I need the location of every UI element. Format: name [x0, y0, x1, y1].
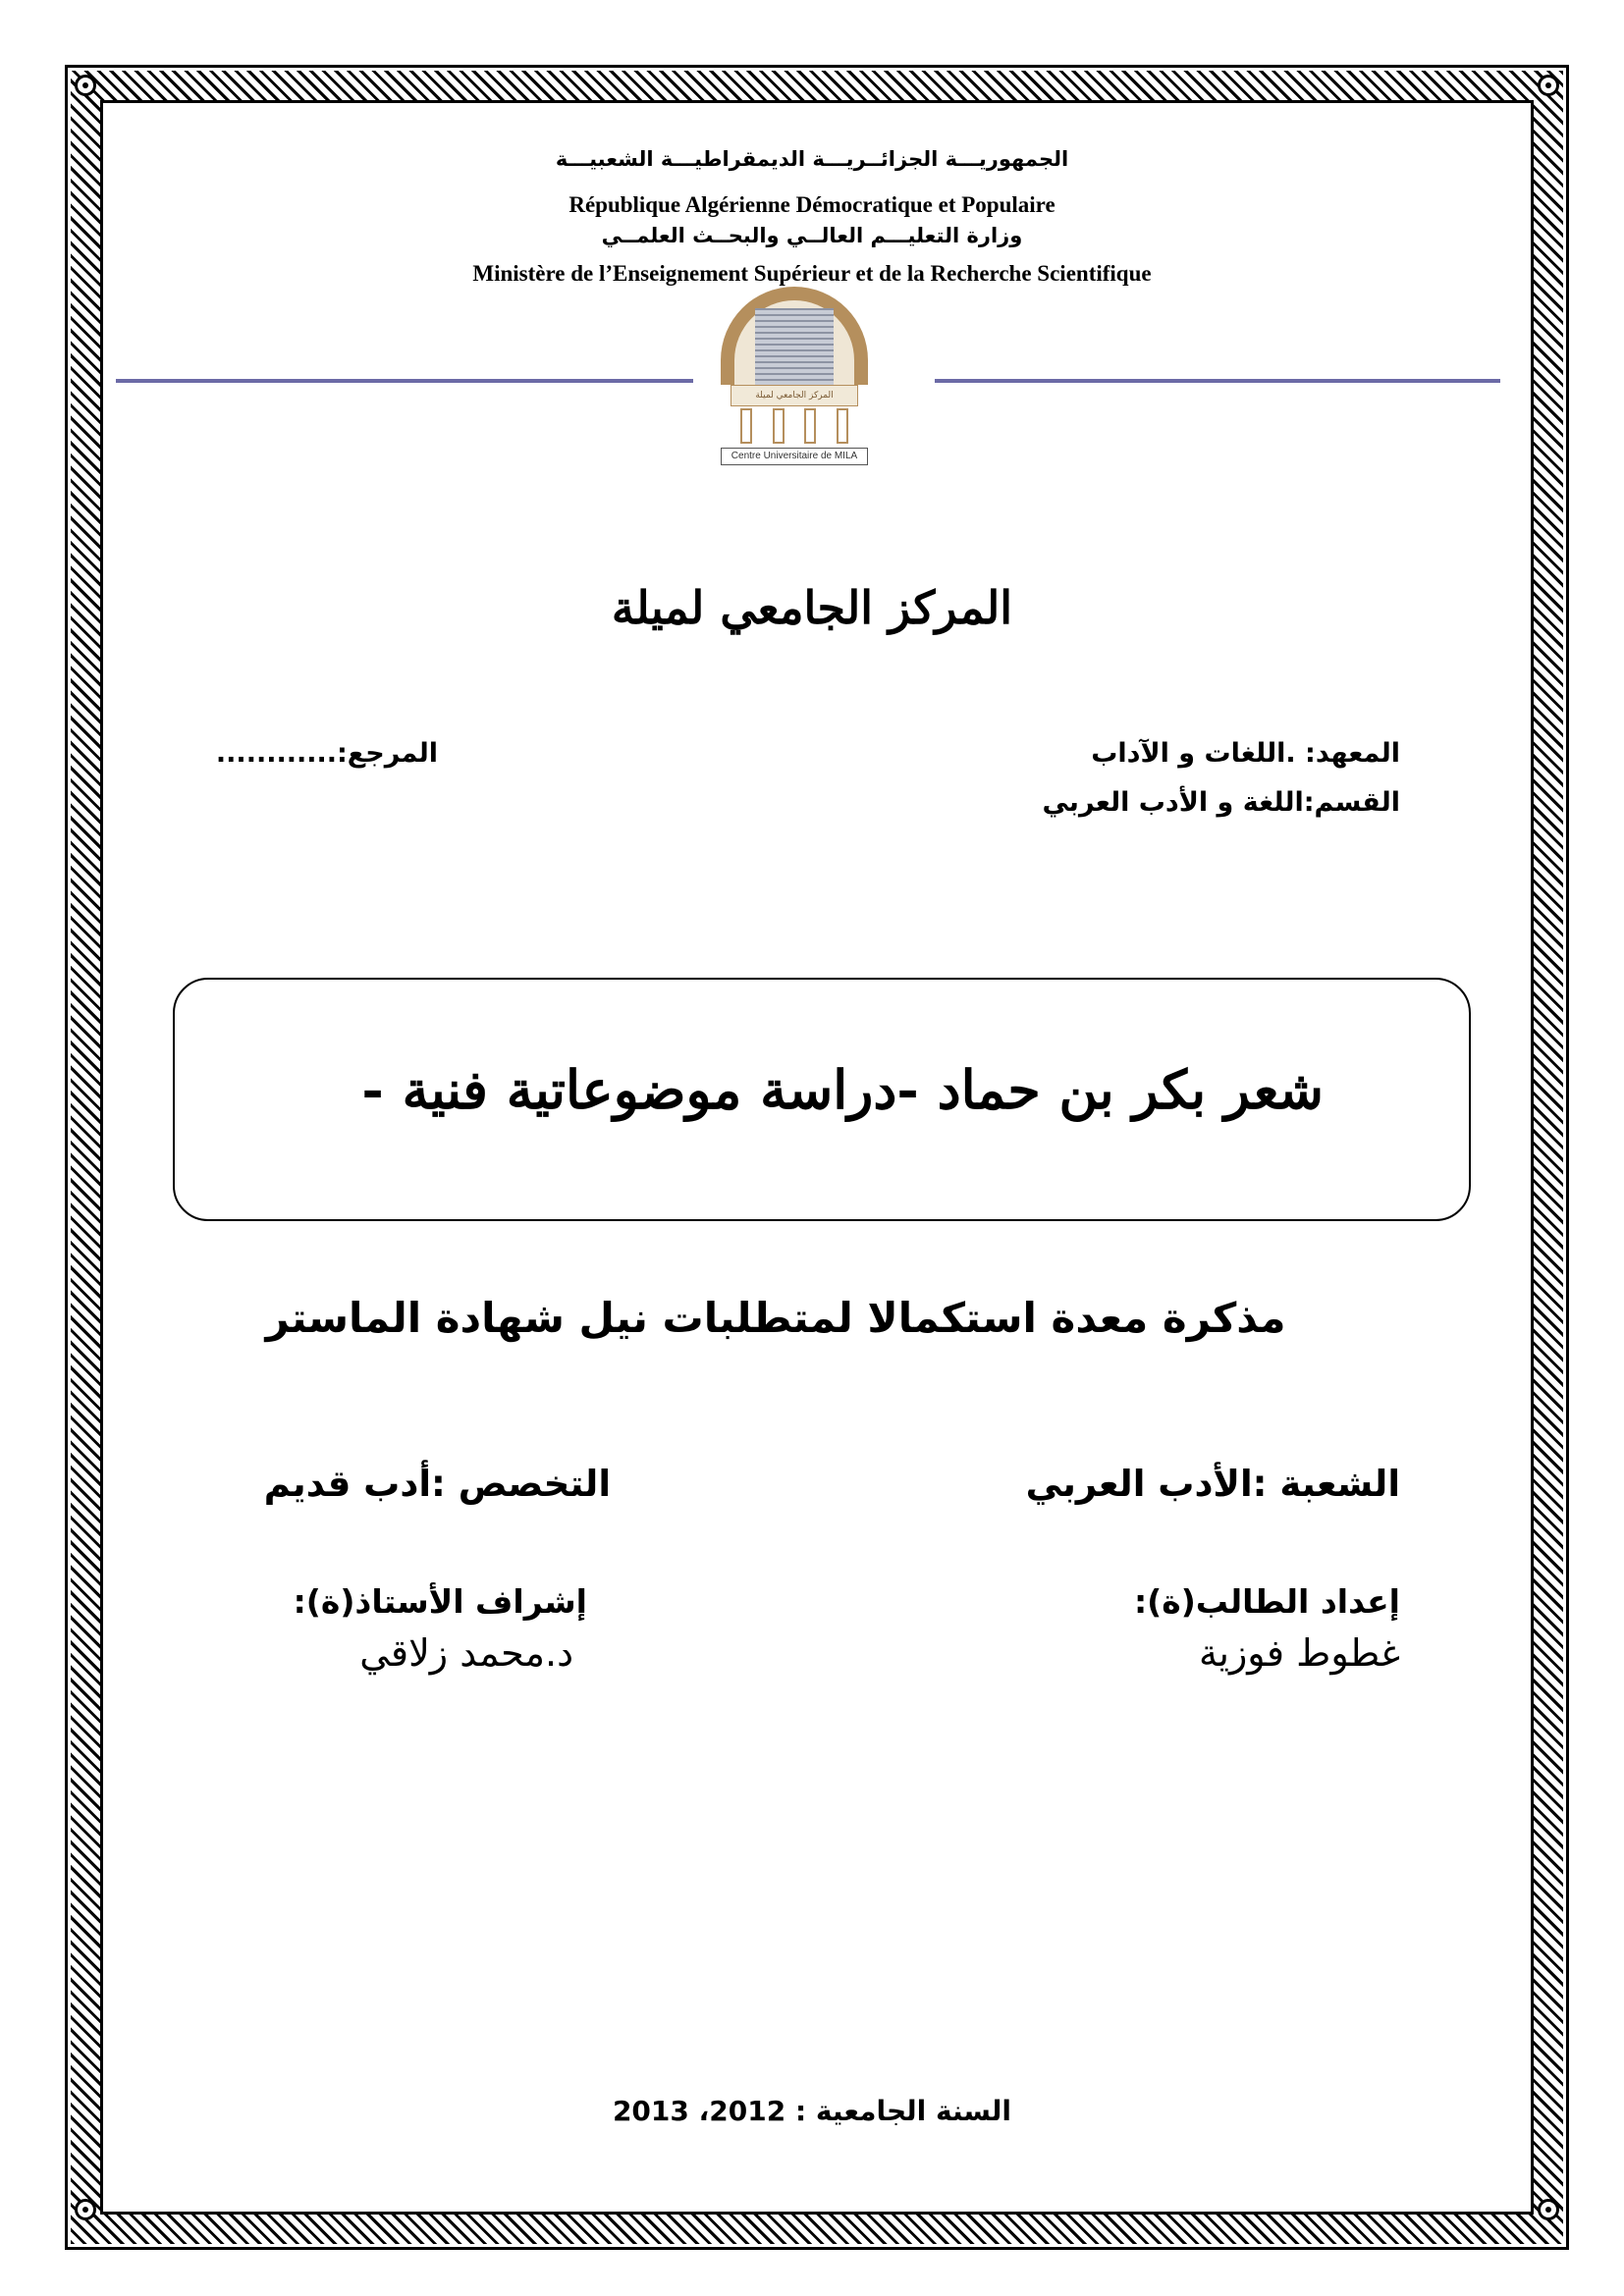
ministry-arabic: وزارة التعليـــم العالــي والبحــث العلمــي — [601, 224, 1023, 247]
reference-line: المرجع:............ — [215, 738, 438, 769]
institution-title: المركز الجامعي لميلة — [611, 581, 1013, 634]
corner-ornament-icon — [75, 2199, 96, 2220]
republic-french: République Algérienne Démocratique et Populaire — [568, 192, 1056, 217]
supervision-label: إشراف الأستاذ(ة): — [293, 1582, 587, 1621]
university-logo — [721, 287, 868, 468]
branch-field: الشعبة :الأدب العربي — [1025, 1463, 1400, 1505]
logo-caption: Centre Universitaire de MILA — [721, 448, 868, 465]
thesis-subtitle: مذكرة معدة استكمالا لمتطلبات نيل شهادة الماستر — [265, 1294, 1286, 1342]
department-line: القسم:اللغة و الأدب العربي — [1042, 787, 1400, 818]
header-rule-right — [935, 379, 1500, 383]
logo-banner: المركز الجامعي لميلة — [731, 385, 858, 406]
prepared-by-label: إعداد الطالب(ة): — [1133, 1582, 1400, 1621]
student-name: غطوط فوزية — [1199, 1631, 1400, 1675]
thesis-title-box — [173, 978, 1471, 1221]
institute-line: المعهد: .اللغات و الآداب — [1091, 738, 1400, 769]
republic-arabic: الجمهوريـــة الجزائــريـــة الديمقراطيـــة الشعبيـــة — [555, 147, 1069, 171]
corner-ornament-icon — [75, 75, 96, 96]
logo-columns — [731, 408, 858, 446]
corner-ornament-icon — [1538, 75, 1559, 96]
logo-building-icon — [755, 308, 834, 385]
supervisor-name: د.محمد زلاقي — [359, 1631, 573, 1675]
corner-ornament-icon — [1538, 2199, 1559, 2220]
specialty-field: التخصص :أدب قديم — [263, 1463, 611, 1505]
ministry-french: Ministère de l’Enseignement Supérieur et de la Recherche Scientifique — [472, 261, 1152, 286]
header-rule-left — [116, 379, 693, 383]
academic-year: السنة الجامعية : 2012، 2013 — [612, 2095, 1012, 2127]
thesis-title: شعر بكر بن حماد -دراسة موضوعاتية فنية - — [361, 1058, 1324, 1121]
